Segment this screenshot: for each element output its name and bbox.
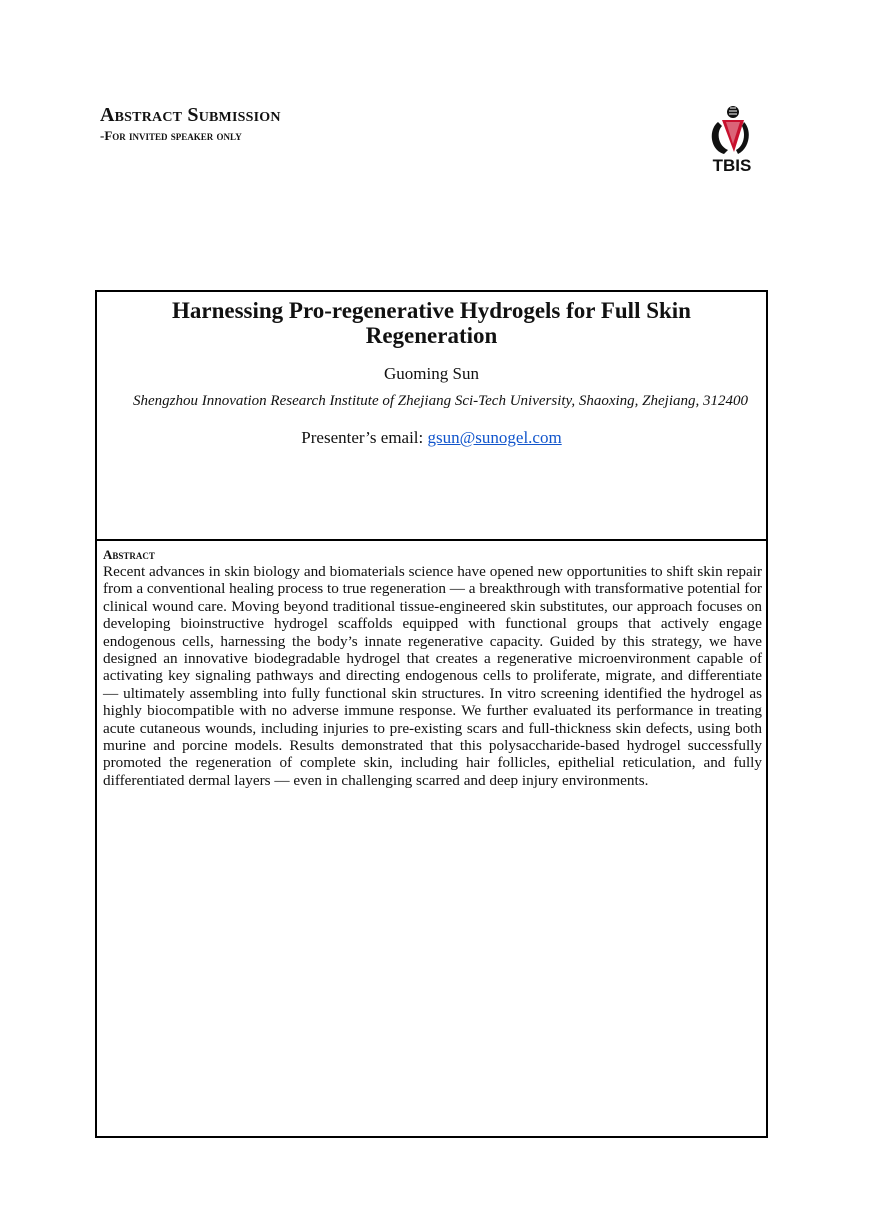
abstract-heading: Abstract [103,547,155,562]
title-box [95,290,768,541]
paper-title: Harnessing Pro-regenerative Hydrogels for Full Skin Regeneration [172,298,691,348]
author-name: Guoming Sun [384,364,479,383]
abstract-body: Recent advances in skin biology and biomaterials science have opened new opportunities to shift skin repair from a conventional healing process to true regeneration — a breakthrough with transformative potential for clinical wound care. Moving beyond traditional tissue-engineered skin substitutes, our approach focuses on developing bioinstructive hydrogel scaffolds equipped with functional groups that actively engage endogenous cells, harnessing the body’s innate regenerative capacity. Guided by this strategy, we have designed an innovative biodegradable hydrogel that creates a regenerative microenvironment capable of activating key signaling pathways and directing endogenous cells to proliferate, migrate, and differentiate — ultimately assembling into fully functional skin structures. In vitro screening identified the hydrogel as highly biocompatible with no adverse immune response. We further evaluated its performance in treating acute cutaneous wounds, including injuries to pre-existing scars and full-thickness skin defects, using both murine and porcine models. Results demonstrated that this polysaccharide-based hydrogel successfully promoted the regeneration of complete skin, including hair follicles, epithelial reticulation, and fully differentiated dermal layers — even in challenging scarred and deep injury environments. [103,563,762,789]
abstract-box [95,539,768,1138]
affiliation: Shengzhou Innovation Research Institute of Zhejiang Sci-Tech University, Shaoxing, Zhejiang, 312400 [132,393,749,409]
email-label: Presenter’s email: [301,428,428,447]
presenter-email-line [97,428,766,448]
submission-subtitle: -For invited speaker only [100,128,242,143]
tbis-logo-text: TBIS [712,156,752,175]
submission-title: Abstract Submission [100,104,281,126]
email-link[interactable]: gsun@sunogel.com [427,428,562,447]
